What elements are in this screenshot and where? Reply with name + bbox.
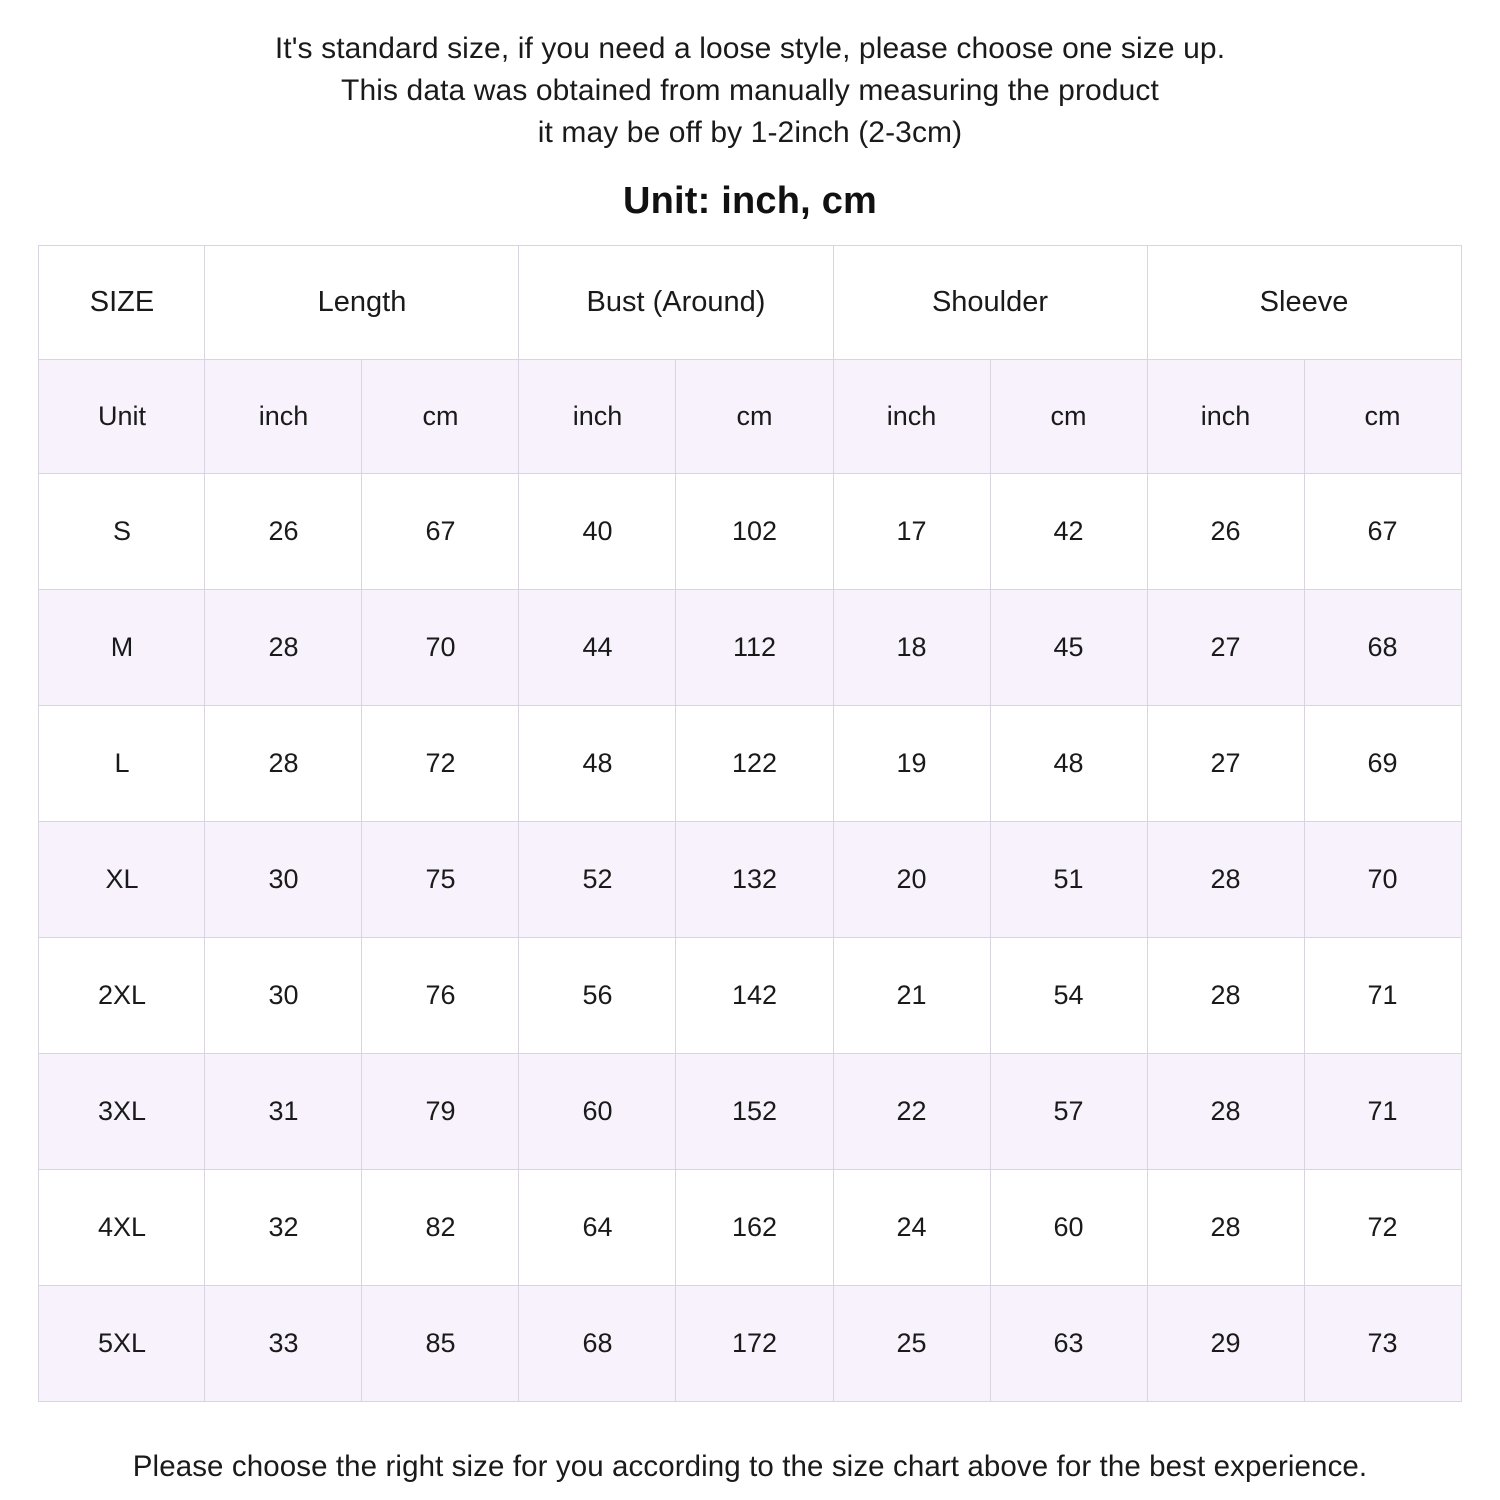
cell-bust-cm: 172 xyxy=(676,1286,833,1402)
cell-sleeve-cm: 70 xyxy=(1304,822,1461,938)
unit-sleeve-cm: cm xyxy=(1304,360,1461,474)
cell-sleeve-cm: 67 xyxy=(1304,474,1461,590)
cell-size: XL xyxy=(39,822,205,938)
cell-length-inch: 28 xyxy=(205,590,362,706)
cell-sleeve-inch: 27 xyxy=(1147,706,1304,822)
cell-length-inch: 30 xyxy=(205,822,362,938)
unit-bust-inch: inch xyxy=(519,360,676,474)
cell-bust-cm: 132 xyxy=(676,822,833,938)
cell-shoulder-inch: 21 xyxy=(833,938,990,1054)
unit-shoulder-cm: cm xyxy=(990,360,1147,474)
cell-length-cm: 75 xyxy=(362,822,519,938)
cell-sleeve-cm: 69 xyxy=(1304,706,1461,822)
cell-shoulder-inch: 18 xyxy=(833,590,990,706)
table-row xyxy=(39,1170,1461,1286)
cell-shoulder-cm: 45 xyxy=(990,590,1147,706)
cell-size: 2XL xyxy=(39,938,205,1054)
cell-length-cm: 76 xyxy=(362,938,519,1054)
unit-label: Unit xyxy=(39,360,205,474)
intro-line-2: This data was obtained from manually measuring the product xyxy=(341,74,1159,107)
intro-text xyxy=(0,0,1500,154)
cell-shoulder-cm: 42 xyxy=(990,474,1147,590)
header-shoulder: Shoulder xyxy=(833,246,1147,360)
header-length: Length xyxy=(205,246,519,360)
unit-shoulder-inch: inch xyxy=(833,360,990,474)
cell-sleeve-inch: 28 xyxy=(1147,822,1304,938)
cell-bust-cm: 142 xyxy=(676,938,833,1054)
cell-shoulder-cm: 57 xyxy=(990,1054,1147,1170)
cell-length-inch: 26 xyxy=(205,474,362,590)
cell-length-cm: 79 xyxy=(362,1054,519,1170)
cell-shoulder-cm: 60 xyxy=(990,1170,1147,1286)
cell-size: 4XL xyxy=(39,1170,205,1286)
cell-bust-cm: 152 xyxy=(676,1054,833,1170)
cell-shoulder-inch: 24 xyxy=(833,1170,990,1286)
cell-size: M xyxy=(39,590,205,706)
table-row xyxy=(39,706,1461,822)
table-row xyxy=(39,474,1461,590)
cell-bust-inch: 56 xyxy=(519,938,676,1054)
cell-length-cm: 85 xyxy=(362,1286,519,1402)
cell-size: 5XL xyxy=(39,1286,205,1402)
header-bust: Bust (Around) xyxy=(519,246,833,360)
table-header-row xyxy=(39,246,1461,360)
cell-shoulder-cm: 54 xyxy=(990,938,1147,1054)
unit-sleeve-inch: inch xyxy=(1147,360,1304,474)
cell-bust-inch: 52 xyxy=(519,822,676,938)
cell-sleeve-inch: 28 xyxy=(1147,938,1304,1054)
cell-length-inch: 32 xyxy=(205,1170,362,1286)
cell-length-cm: 67 xyxy=(362,474,519,590)
unit-bust-cm: cm xyxy=(676,360,833,474)
cell-shoulder-inch: 19 xyxy=(833,706,990,822)
cell-length-cm: 70 xyxy=(362,590,519,706)
table-row xyxy=(39,938,1461,1054)
cell-bust-inch: 44 xyxy=(519,590,676,706)
size-chart-table xyxy=(38,245,1461,1402)
cell-bust-cm: 162 xyxy=(676,1170,833,1286)
cell-sleeve-inch: 29 xyxy=(1147,1286,1304,1402)
cell-bust-inch: 68 xyxy=(519,1286,676,1402)
cell-length-inch: 31 xyxy=(205,1054,362,1170)
unit-title: Unit: inch, cm xyxy=(622,180,878,222)
unit-length-inch: inch xyxy=(205,360,362,474)
intro-line-1: It's standard size, if you need a loose style, please choose one size up. xyxy=(274,32,1226,65)
cell-size: L xyxy=(39,706,205,822)
cell-length-inch: 33 xyxy=(205,1286,362,1402)
cell-bust-inch: 48 xyxy=(519,706,676,822)
cell-shoulder-inch: 20 xyxy=(833,822,990,938)
header-size: SIZE xyxy=(39,246,205,360)
cell-length-inch: 30 xyxy=(205,938,362,1054)
cell-shoulder-inch: 22 xyxy=(833,1054,990,1170)
cell-sleeve-inch: 28 xyxy=(1147,1170,1304,1286)
cell-sleeve-inch: 28 xyxy=(1147,1054,1304,1170)
cell-bust-cm: 102 xyxy=(676,474,833,590)
cell-length-cm: 72 xyxy=(362,706,519,822)
footer-note: Please choose the right size for you according to the size chart above for the best experience. xyxy=(132,1450,1368,1483)
table-unit-row xyxy=(39,360,1461,474)
cell-sleeve-inch: 26 xyxy=(1147,474,1304,590)
cell-bust-inch: 40 xyxy=(519,474,676,590)
cell-shoulder-inch: 25 xyxy=(833,1286,990,1402)
cell-sleeve-cm: 68 xyxy=(1304,590,1461,706)
cell-shoulder-cm: 63 xyxy=(990,1286,1147,1402)
cell-bust-inch: 60 xyxy=(519,1054,676,1170)
cell-sleeve-cm: 72 xyxy=(1304,1170,1461,1286)
table-row xyxy=(39,822,1461,938)
cell-bust-cm: 112 xyxy=(676,590,833,706)
table-row xyxy=(39,1286,1461,1402)
cell-sleeve-inch: 27 xyxy=(1147,590,1304,706)
cell-size: 3XL xyxy=(39,1054,205,1170)
cell-length-inch: 28 xyxy=(205,706,362,822)
cell-size: S xyxy=(39,474,205,590)
header-sleeve: Sleeve xyxy=(1147,246,1461,360)
cell-shoulder-cm: 51 xyxy=(990,822,1147,938)
cell-sleeve-cm: 73 xyxy=(1304,1286,1461,1402)
cell-length-cm: 82 xyxy=(362,1170,519,1286)
cell-shoulder-inch: 17 xyxy=(833,474,990,590)
cell-sleeve-cm: 71 xyxy=(1304,938,1461,1054)
cell-shoulder-cm: 48 xyxy=(990,706,1147,822)
cell-bust-inch: 64 xyxy=(519,1170,676,1286)
cell-bust-cm: 122 xyxy=(676,706,833,822)
table-row xyxy=(39,590,1461,706)
table-row xyxy=(39,1054,1461,1170)
cell-sleeve-cm: 71 xyxy=(1304,1054,1461,1170)
intro-line-3: it may be off by 1-2inch (2-3cm) xyxy=(537,116,963,149)
unit-length-cm: cm xyxy=(362,360,519,474)
